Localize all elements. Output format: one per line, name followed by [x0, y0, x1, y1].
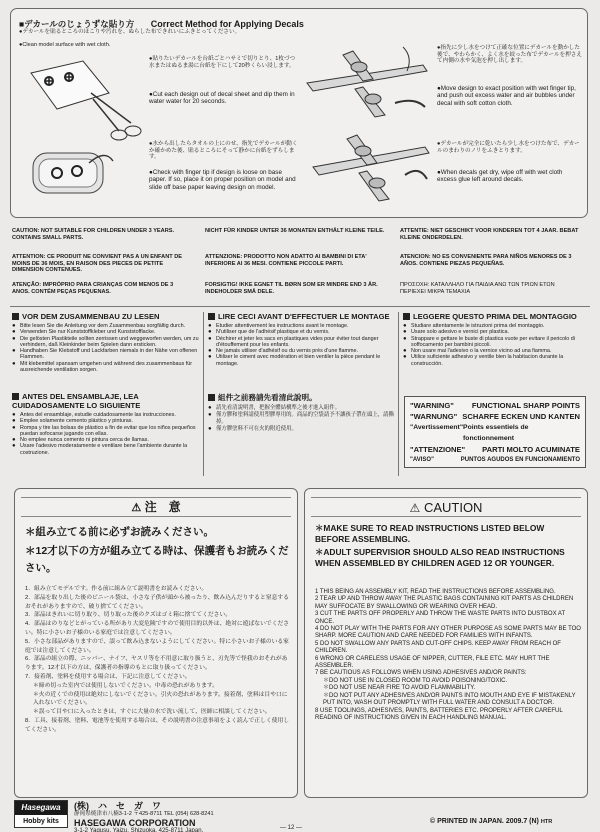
en-item-7: 7 BE CAUTIOUS AS FOLLOWS WHEN USING ADHESIVES AND/OR PAINTS:: [315, 670, 527, 677]
jp-caution-panel: [14, 488, 298, 798]
sharp-points-box: [404, 396, 586, 468]
decal-step3-jp: ●水から出したらタオルの上にのせ、指先でデカールが動くか確かめた後、貼るところにそって静かに台紙をずらします。: [149, 141, 298, 161]
en-caution-title-bar: [311, 497, 581, 517]
decal-step2-jp: ●貼りたいデカールを台紙ごとハサミで切りとり、1枚づつ水またはぬるま湯に台紙を下にして20秒くらい浸します。: [149, 56, 296, 69]
cn-item-3: ● 僅方膠塗料不可在火的附近使用。: [208, 426, 396, 433]
jp-item-4: 4．部品はのりなどとがっている所があり大変危険ですので使用目的以外は、絶対に遊ばないでください。特に小さいお子様のいる家庭では注意してください。: [25, 621, 290, 636]
section-it-title: LEGGERE QUESTO PRIMA DEL MONTAGGIO: [413, 312, 577, 321]
warning-de: NICHT FÜR KINDER UNTER 36 MONATEN ENTHÄLT KLEINE TEILE.: [205, 228, 385, 234]
es-item-3: ● Rompa y tire las bolsas de plástico a fin de evitar que los niños pequeños puedan sofocarse jugando con ellas.: [12, 425, 200, 438]
it-item-1: ● Studiare attentamente le istruzioni prima del montaggio.: [403, 323, 588, 329]
it-item-3: ● Strappare e gettare le buste di plastica vuote per evitare il pericolo di soffocamento per bambini piccoli.: [403, 336, 588, 349]
decal-sheet-illustration: [21, 53, 146, 208]
jp-caution-title: 注 意: [144, 500, 181, 514]
fr-item-5: ● Utiliser le ciment avec modération et bien ventiler la pièce pendant le montage.: [208, 354, 396, 367]
logo-bottom-text: Hobby kits: [23, 818, 59, 825]
section-es: [12, 392, 200, 456]
jp-caution-head1: ＊組み立てる前に必ずお読みください。: [25, 526, 214, 538]
jp-caution-head2: ＊12才以下の方が組み立てる時は、保護者もお読みください。: [25, 545, 289, 574]
sharp-row-4: "ATTENZIONE" PARTI MOLTO ACUMINATE: [410, 445, 580, 454]
sharp-row-5: "AVISO" PUNTOS AGUDOS EN FUNCIONAMIENTO: [410, 457, 580, 463]
logo-top-text: Hasegawa: [15, 801, 67, 815]
en-item-8: 8 USE TOOLINGS, ADHESIVES, PAINTS, BATTERIES ETC. PROPERLY AFTER CAREFUL READING OF INSTRUCTIONS GIVEN IN EACH HANDLING MANUAL.: [315, 707, 563, 721]
de-item-2: ● Verwenden Sie nur Kunststoffkleber und Kunststofflacke.: [12, 329, 200, 335]
it-item-5: ● Utilice suficiente adhesivo y ventile bien la habitacion durante la construcción.: [403, 354, 588, 367]
warning-fr: ATTENTION: CE PRODUIT NE CONVIENT PAS A UN ENFANT DE MOINS DE 36 MOIS, EN RAISON DES PIECES DE PETITE DIMENSION CONTENUES.: [12, 254, 182, 274]
es-item-1: ● Antes del ensamblaje, estudie cuidadosamente las instrucciones.: [12, 412, 200, 418]
en-caution-panel: [304, 488, 588, 798]
warning-en: CAUTION: NOT SUITABLE FOR CHILDREN UNDER 3 YEARS. CONTAINS SMALL PARTS.: [12, 228, 175, 241]
section-de-title: VOR DEM ZUSAMMENBAU ZU LESEN: [22, 312, 160, 321]
decal-title-jp: ■デカールのじょうずな貼り方: [19, 19, 135, 29]
jp-item-7a: ＊締め切った室内では使用しないでください。中毒の恐れがあります。: [33, 682, 219, 689]
sharp-row-3: "Avertissement" Points essentiels de fonctionnement: [410, 424, 529, 442]
fr-item-4: ● Ne jamais utiliser d'adhésif ou du vernis près d'une flamme.: [208, 348, 396, 354]
warning-it: ATTENZIONE: PRODOTTO NON ADATTO AI BAMBINI DI ETA' INFERIORE AI 36 MESI. CONTIENE PICCOLE PARTI.: [205, 254, 367, 267]
divider-v2: [398, 312, 399, 476]
en-caution-list: [315, 589, 581, 722]
jp-item-8: 8．工具、接着剤、塗料、電池等を使用する場合は、その説明書の注意事項をよく読んで正しく使用してください。: [25, 717, 290, 733]
de-item-3: ● Die gelösten Plastikteile sollten zerrissen und weggeworfen werden, um zu verhindern, daß Kleinkinder beim Spielen dann ersticken.: [12, 336, 200, 349]
en-caution-head1: ＊MAKE SURE TO READ INSTRUCTIONS LISTED BELOW BEFORE ASSEMBLING.: [315, 523, 545, 544]
de-item-4: ● Handhaben Sie Klebstoff und Lackfarben niemals in der Nähe von offenen Flammen.: [12, 348, 200, 361]
caution-triangle-icon: ⚠: [131, 502, 142, 514]
company-name-en: HASEGAWA CORPORATION: [74, 818, 196, 828]
section-cn: [208, 392, 396, 433]
warning-es: ATENCION: NO ES CONVENIENTE PARA NIÑOS MENORES DE 3 AÑOS. CONTIENE PIEZAS PEQUEÑAS.: [400, 254, 572, 267]
it-item-2: ● Usare solo adesivo e vernici per plastica.: [403, 329, 588, 335]
page-number: — 12 —: [280, 825, 303, 831]
company-name-jp: (株) ハ セ ガ ワ: [74, 801, 161, 811]
es-item-4: ● No emplee nunca cemento ni pintura cerca de llamas.: [12, 437, 200, 443]
decal-step4-en: ●Move design to exact position with wet finger tip, and push out excess water and air bubbles under decal with soft cotton cloth.: [437, 85, 576, 107]
decal-step3-en: ●Check with finger tip if design is loose on base paper. If so, place it on proper position on model and slide off base paper leaving design on model.: [149, 169, 296, 191]
airplane-illustration-bottom: [309, 125, 434, 205]
fr-item-3: ● Déchirer et jeter les sacs en plastiques vides pour éviter tout danger d'étouffement pour les enfants.: [208, 336, 396, 349]
en-item-5: 5 DO NOT SWALLOW ANY PARTS AND CUT-OFF CHIPS. KEEP AWAY FROM REACH OF CHILDREN.: [315, 640, 561, 655]
de-item-5: ● Mit klebemittel spansam umgehen und während des zusammenbaus für ausreichende ventilation sorgen.: [12, 361, 200, 374]
en-caution-head2: ＊ADULT SUPERVISIOR SHOULD ALSO READ INSTRUCTIONS WHEN ASSEMBLED BY CHILDREN AGED 12 OR YOUNGER.: [315, 547, 565, 568]
decal-step4-jp: ●指先に少し水をつけて正確な位置にデカールを動かした後で、やわらかく、よく水を絞った布でデカールを押さえて内側の水や気泡を押し出します。: [437, 45, 582, 65]
section-es-title: ANTES DEL ENSAMBLAJE, LEA CUIDADOSAMENTE LO SIGUIENTE: [12, 392, 141, 410]
divider-1: [10, 306, 590, 307]
decal-title-en: Correct Method for Applying Decals: [150, 19, 304, 29]
printed-notice: © PRINTED IN JAPAN. 2009.7 (N) HTR: [430, 818, 553, 825]
es-item-5: ● Usare l'adesivo moderatamente e ventilare bene l'ambiente durante la costruzione.: [12, 443, 200, 456]
fr-item-2: ● N'utiliser que de l'adhésif plastique et du vernis.: [208, 329, 396, 335]
jp-item-6: 6．部品の組立の際、ニッパー、ナイフ、ヤスリ等を不用意に取り扱うと、刃先等で怪我のおそれがあります。12才以下の方は、保護者の指導のもとに取り扱ってください。: [25, 656, 288, 672]
fr-item-1: ● Etudier attentivement les instructions avant le montage.: [208, 323, 396, 329]
section-fr: [208, 312, 396, 367]
jp-item-7b: ＊火の近くでの使用は絶対にしないでください。引火の恐れがあります。接着剤、塗料は目や口に入れないでください。: [33, 691, 288, 707]
warning-gr: ΠΡΟΣΟΧΗ: ΚΑΤΑΛΛΗΛΟ ΓΙΑ ΠΑΙΔΙΑ ΑΝΩ ΤΩΝ ΤΡΙΩΝ ΕΤΩΝ ΠΕΡΙΕΧΕΙ ΜΙΚΡΑ ΤΕΜΑΧΙΑ: [400, 282, 555, 295]
warning-no: FORSIGTIG! IKKE EGNET TIL BØRN SOM ER MINDRE END 3 ÅR. INDEHOLDER SMÅ DELE.: [205, 282, 378, 295]
sharp-row-2: "WARNUNG" SCHARFE ECKEN UND KANTEN: [410, 412, 580, 421]
en-item-7b: ＊DO NOT USE NEAR FIRE TO AVOID FLAMMABILITY.: [323, 685, 476, 692]
en-item-6: 6 WRONG OR CARELESS USAGE OF NIPPER, CUTTER, FILE ETC. MAY HURT THE ASSEMBLER.: [315, 655, 550, 670]
cn-item-2: ● 僅方膠和塗料請使用塑膠專用的。商品的空袋請予不讓孩子帶在頭上，請撕掉。: [208, 412, 396, 426]
caution-triangle-icon: ⚠: [409, 501, 421, 515]
section-fr-title: LIRE CECI AVANT D'EFFECTUER LE MONTAGE: [218, 312, 390, 321]
warning-nl: ATTENTIE: NIET GESCHIKT VOOR KINDEREN TOT 4 JAAR. BEBAT KLEINE ONDERDELEN.: [400, 228, 579, 241]
section-de: [12, 312, 200, 373]
section-it: [403, 312, 588, 367]
jp-item-7: 7．接着剤、塗料を使用する場合は、下記に注意してください。: [25, 673, 191, 680]
de-item-1: ● Bitte lesen Sie die Anleitung vor dem Zusammenbau sorgfältig durch.: [12, 323, 200, 329]
decal-step5-jp: ●デカールが完全に乾いたら少し水をつけた布で、デカールのまわりのノリをふきとります。: [437, 141, 580, 154]
decal-step2-en: ●Cut each design out of decal sheet and dip them in water water for 20 seconds.: [149, 91, 295, 106]
es-item-2: ● Emplee solamente cemento plástico y pinturas.: [12, 418, 200, 424]
company-address-jp: 静岡県焼津市八楠3-1-2 〒425-8711 TEL (054) 628-8241: [74, 811, 214, 817]
jp-caution-title-bar: [21, 497, 291, 517]
warning-pt: ATENÇÃO: IMPRÓPRIO PARA CRIANÇAS COM MENOS DE 3 ANOS. CONTÉM PEÇAS PEQUENAS.: [12, 282, 174, 295]
divider-v1: [203, 312, 204, 476]
en-item-7c: ＊DO NOT PUT ANY ADHESIVES AND/OR PAINTS INTO MOUTH AND EYE IF MISTAKENLY PUT INTO, WASH OUT PROMPTLY WITH FULL WATER AND CONSULT A DOCTOR.: [323, 692, 576, 707]
it-item-4: ● Non usare mai l'adesivo o la vernice vicino ad una fiamma.: [403, 348, 588, 354]
decal-step1-jp: ●デカールを貼るところのほこりや汚れを、ぬらした布できれいにふきとってください。: [19, 29, 241, 35]
en-item-1: 1 THIS BEING AN ASSEMBLY KIT, READ THE INSTRUCTIONS BEFORE ASSEMBLING.: [315, 589, 556, 595]
en-item-4: 4 DO NOT PLAY WITH THE PARTS FOR ANY OTHER PURPOSE AS SOME PARTS MAY BE TOO SHARP. MORE CAUTION AND CARE NEEDED FOR FAMILIES WITH INFANTS.: [315, 626, 581, 640]
jp-item-3: 3．部品はきれいに切り取り、切り取った後のクズはゴミ箱に捨ててください。: [25, 612, 232, 619]
en-item-2: 2 TEAR UP AND THROW AWAY THE PLASTIC BAGS CONTAINING KIT PARTS AS CHILDREN MAY SUFFOCATE BY SWALLOWING OR WEARING OVER HEAD.: [315, 596, 574, 610]
jp-item-7c: ＊誤って目や口に入ったときは、すぐに大量の水で洗い流して、医師に相談してください。: [33, 709, 271, 716]
decal-instructions-panel: [10, 8, 588, 218]
en-item-3: 3 CUT THE PARTS OFF PROPERLY AND THROW THE WASTE PARTS INTO DUSTBOX AT ONCE.: [315, 611, 566, 625]
cn-item-1: ● 請先看清說明書，把握全體結構準之後才進入組件。: [208, 405, 396, 412]
en-item-7a: ＊DO NOT USE IN CLOSED ROOM TO AVOID POISONING/TOXIC.: [323, 677, 508, 684]
hasegawa-logo: [14, 800, 68, 828]
company-info: [74, 801, 294, 832]
jp-caution-list: [25, 585, 291, 735]
company-address-en: 3-1-2 Yagusu. Yaizu. Shizuoka. 425-8711 Japan.: [74, 828, 204, 832]
section-cn-title: 組件之前務請先看清此說明。: [218, 393, 317, 402]
jp-item-1: 1．組み立てモデルです。作る前に組み立て説明書をお読みください。: [25, 586, 208, 592]
airplane-illustration-top: [303, 43, 433, 123]
decal-step1-en: ●Clean model surface with wet cloth.: [19, 42, 111, 48]
sharp-row-1: "WARNING" FUNCTIONAL SHARP POINTS: [410, 401, 580, 410]
jp-item-5: 5．小さな部品がありますので、誤って飲み込まないようにしてください。特に小さいお子様のいる家庭では注意してください。: [25, 638, 289, 654]
decal-step5-en: ●When decals get dry, wipe off with wet cloth excess glue left around decals.: [437, 169, 563, 184]
jp-item-2: 2．部品を取り出した後のビニール袋は、小さな子供が頭から被ったり、飲み込んだりすると窒息するおそれがありますので、破り捨ててください。: [25, 594, 289, 610]
en-caution-title: CAUTION: [423, 500, 483, 515]
